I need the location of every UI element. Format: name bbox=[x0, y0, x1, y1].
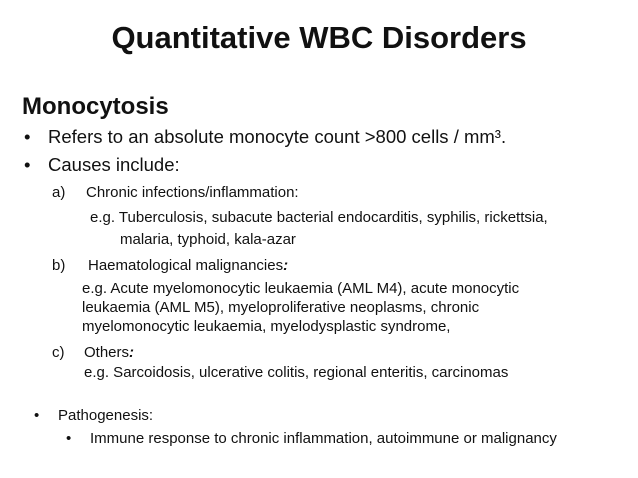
cause-example-line: e.g. Sarcoidosis, ulcerative colitis, regional enteritis, carcinomas bbox=[84, 364, 509, 381]
cause-example-line: e.g. Tuberculosis, subacute bacterial endocarditis, syphilis, rickettsia, bbox=[90, 209, 548, 226]
cause-example-line: myelomonocytic leukaemia, myelodysplastic syndrome, bbox=[82, 318, 451, 335]
pathogenesis-label: Pathogenesis: bbox=[58, 407, 154, 424]
cause-example-line: e.g. Acute myelomonocytic leukaemia (AML M4), acute monocytic bbox=[82, 280, 520, 297]
bullet-definition: Refers to an absolute monocyte count >800 cells / mm³. bbox=[48, 126, 507, 147]
bullet-causes: Causes include: bbox=[48, 154, 180, 175]
cause-label-text: Others bbox=[84, 344, 130, 361]
bullet-dot: • bbox=[24, 154, 31, 175]
slide-title: Quantitative WBC Disorders bbox=[111, 20, 527, 55]
list-marker-a: a) bbox=[52, 184, 66, 201]
bullet-dot: • bbox=[24, 126, 31, 147]
bullet-dot: • bbox=[66, 430, 72, 447]
cause-label-text: Haematological malignancies bbox=[88, 257, 284, 274]
cause-example-line: leukaemia (AML M5), myeloproliferative neoplasms, chronic bbox=[82, 299, 480, 316]
list-marker-b: b) bbox=[52, 257, 66, 274]
bullet-dot: • bbox=[34, 407, 40, 424]
cause-label-malignancies bbox=[88, 256, 288, 275]
cause-label-others bbox=[84, 343, 134, 362]
list-marker-c: c) bbox=[52, 344, 65, 361]
section-heading: Monocytosis bbox=[22, 93, 169, 120]
cause-example-line: malaria, typhoid, kala-azar bbox=[120, 231, 296, 248]
label-colon: : bbox=[283, 257, 289, 274]
cause-label-infections: Chronic infections/inflammation: bbox=[86, 184, 299, 201]
pathogenesis-item: Immune response to chronic inflammation, autoimmune or malignancy bbox=[90, 430, 557, 447]
label-colon: : bbox=[129, 344, 135, 361]
